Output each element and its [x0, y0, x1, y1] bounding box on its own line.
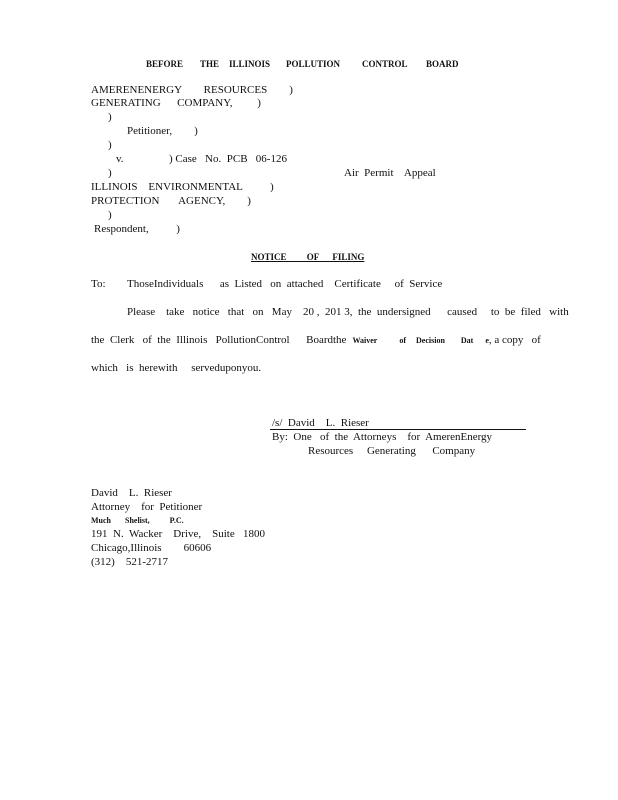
- document-title-word: of: [399, 336, 406, 345]
- street-address: 191 N. Wacker Drive, Suite 1800: [91, 528, 265, 540]
- caption-paren: ): [108, 139, 112, 151]
- notice-title: NOTICE OF FILING: [251, 252, 365, 262]
- notice-line-1: Please take notice that on May 20 , 201 3, the undersigned caused to be filed with: [127, 306, 569, 318]
- heading-word-the: THE: [200, 59, 220, 69]
- respondent-role: Respondent, ): [94, 223, 180, 235]
- heading-word-before: BEFORE: [146, 59, 184, 69]
- attorney-name: David L. Rieser: [91, 487, 172, 499]
- notice-line-2-end: , a copy of: [488, 334, 541, 346]
- respondent-name-line-1: ILLINOIS ENVIRONMENTAL ): [91, 181, 274, 193]
- signature-by-line: By: One of the Attorneys for AmerenEnergy: [272, 431, 493, 443]
- notice-line-2-start: the Clerk of the Illinois PollutionControl Boardthe: [91, 334, 347, 346]
- attorney-title: Attorney for Petitioner: [91, 501, 203, 513]
- signature-line: [270, 429, 526, 430]
- caption-paren: ): [108, 111, 112, 123]
- document-title-word: e: [485, 336, 489, 345]
- document-title-word: Decision: [416, 336, 445, 345]
- phone-number: (312) 521-2717: [91, 556, 168, 568]
- caption-paren: ): [108, 167, 112, 179]
- petitioner-name-line-2: GENERATING COMPANY, ): [91, 97, 261, 109]
- petitioner-name-line-1: AMERENENERGY RESOURCES ): [91, 84, 293, 96]
- heading-word-pollution: POLLUTION: [286, 59, 341, 69]
- to-label: To:: [91, 278, 106, 290]
- heading-word-control: CONTROL: [362, 59, 408, 69]
- city-zip: Chicago,Illinois 60606: [91, 542, 212, 554]
- law-firm: Much Shelist, P.C.: [91, 516, 184, 525]
- matter-type: Air Permit Appeal: [344, 167, 436, 179]
- signature-text: /s/ David L. Rieser: [272, 417, 369, 429]
- to-recipients: ThoseIndividuals as Listed on attached Certificate of Service: [127, 278, 443, 290]
- case-number: ) Case No. PCB 06-126: [169, 153, 287, 165]
- heading-word-board: BOARD: [426, 59, 459, 69]
- notice-line-2: [91, 334, 541, 347]
- notice-line-3: which is herewith serveduponyou.: [91, 362, 262, 374]
- heading-word-illinois: ILLINOIS: [229, 59, 271, 69]
- document-title-word: Waiver: [352, 336, 378, 345]
- caption-paren: ): [108, 209, 112, 221]
- versus-label: v.: [116, 153, 124, 165]
- document-title-word: Dat: [460, 336, 474, 345]
- petitioner-role: Petitioner, ): [127, 125, 198, 137]
- signature-company-line: Resources Generating Company: [308, 445, 476, 457]
- respondent-name-line-2: PROTECTION AGENCY, ): [91, 195, 251, 207]
